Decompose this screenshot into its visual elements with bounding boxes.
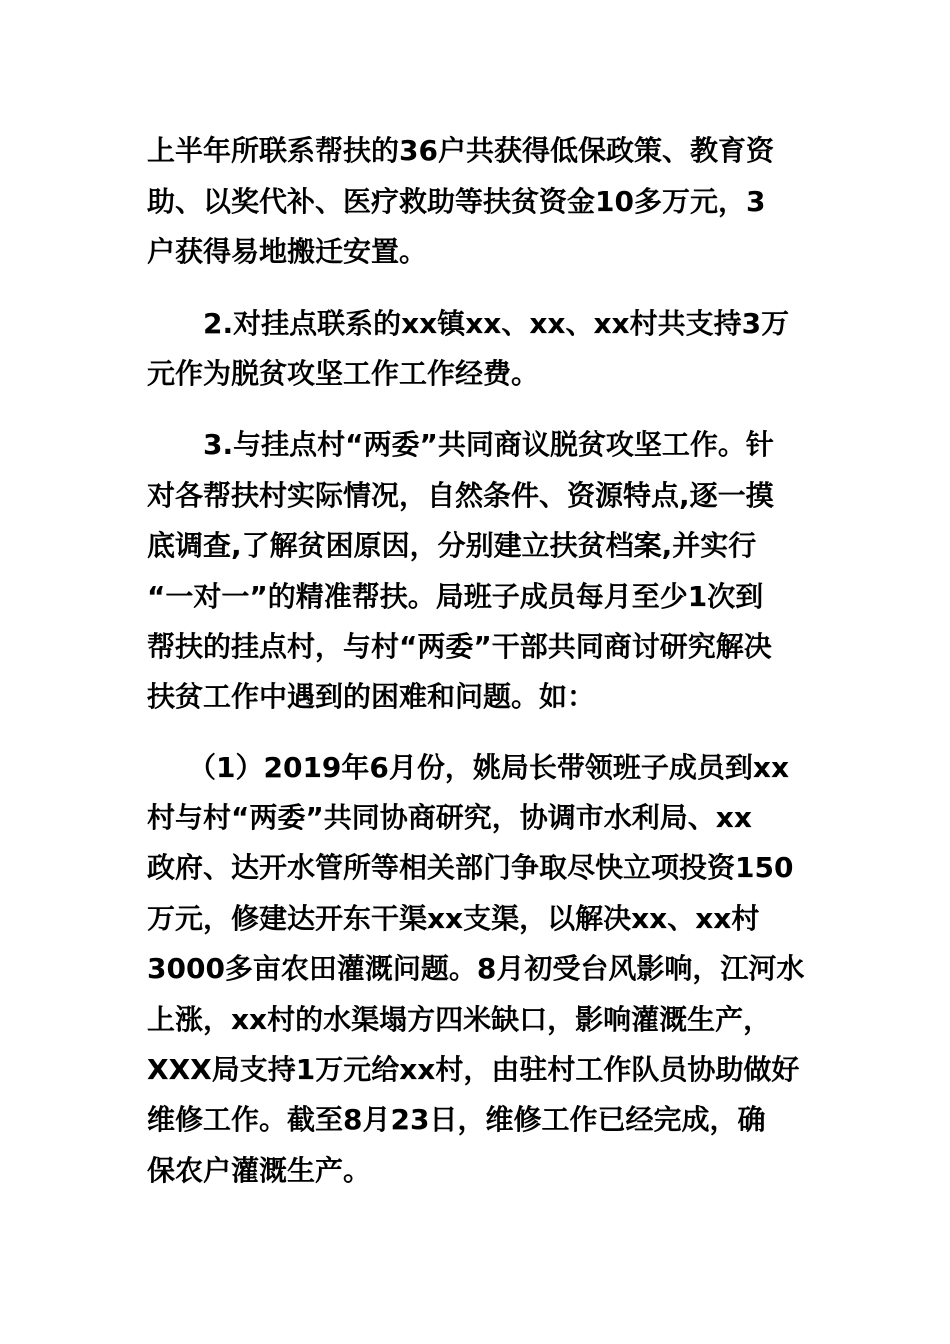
text-line: 帮扶的挂点村，与村“两委”干部共同商讨研究解决 [147, 630, 772, 663]
text-line: “一对一”的精准帮扶。局班子成员每月至少1次到 [147, 580, 764, 613]
text-line: （1）2019年6月份，姚局长带领班子成员到xx [188, 751, 790, 784]
text-line: 保农户灌溉生产。 [147, 1154, 372, 1187]
text-line: 3.与挂点村“两委”共同商议脱贫攻坚工作。针 [203, 428, 774, 461]
text-line: 助、以奖代补、医疗救助等扶贫资金10多万元，3 [147, 185, 766, 218]
text-line: 维修工作。截至8月23日，维修工作已经完成，确 [147, 1103, 766, 1136]
text-line: 村与村“两委”共同协商研究，协调市水利局、xx [147, 801, 752, 834]
text-line: 扶贫工作中遇到的困难和问题。如： [147, 680, 596, 713]
text-line: 户获得易地搬迁安置。 [147, 235, 428, 268]
text-line: 政府、达开水管所等相关部门争取尽快立项投资150 [147, 851, 794, 884]
text-line: 上半年所联系帮扶的36户共获得低保政策、教育资 [147, 134, 774, 167]
text-line: 底调查,了解贫困原因，分别建立扶贫档案,并实行 [147, 529, 757, 562]
text-line: 3000多亩农田灌溉问题。8月初受台风影响，江河水 [147, 952, 805, 985]
text-line: 万元，修建达开东干渠xx支渠，以解决xx、xx村 [147, 902, 760, 935]
text-line: 上涨，xx村的水渠塌方四米缺口，影响灌溉生产， [147, 1003, 772, 1036]
text-line: 对各帮扶村实际情况，自然条件、资源特点,逐一摸 [147, 479, 774, 512]
text-line: 2.对挂点联系的xx镇xx、xx、xx村共支持3万 [203, 307, 790, 340]
text-line: 元作为脱贫攻坚工作工作经费。 [147, 357, 540, 390]
text-line: XXX局支持1万元给xx村，由驻村工作队员协助做好 [147, 1053, 800, 1086]
